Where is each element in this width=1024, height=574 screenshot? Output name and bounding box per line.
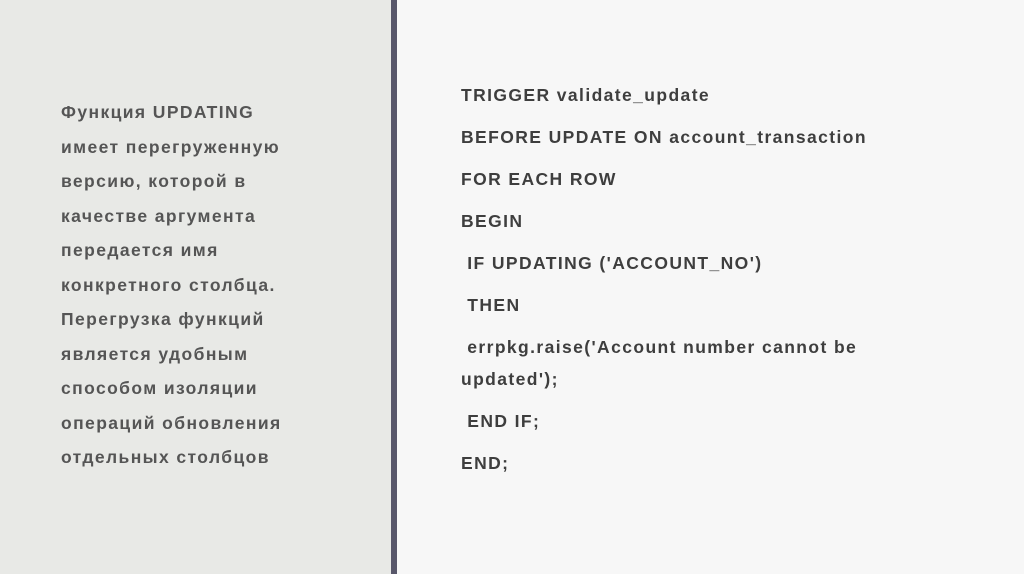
code-line-if-updating: IF UPDATING ('ACCOUNT_NO'): [461, 253, 763, 273]
description-line: операций обновления: [61, 412, 282, 433]
code-line-end-if: END IF;: [461, 411, 541, 431]
code-line-before-update: BEFORE UPDATE ON account_transaction: [461, 127, 867, 147]
description-text: [61, 95, 381, 475]
description-line: способом изоляции: [61, 378, 258, 398]
description-line: версию, которой в: [61, 171, 247, 191]
description-line: имеет перегруженную: [61, 136, 281, 157]
code-line-then: THEN: [461, 295, 521, 315]
code-line-trigger: TRIGGER validate_update: [461, 85, 711, 105]
description-line: Функция UPDATING: [61, 102, 255, 122]
code-line-for-each-row: FOR EACH ROW: [461, 169, 617, 189]
code-line-raise-continued: updated');: [461, 369, 559, 389]
code-line-begin: BEGIN: [461, 211, 524, 231]
description-line: качестве аргумента: [61, 205, 257, 226]
description-line: является удобным: [61, 343, 249, 364]
code-block: [461, 80, 1001, 490]
description-line: передается имя: [61, 240, 219, 260]
description-line: конкретного столбца.: [61, 274, 276, 295]
code-line-raise: errpkg.raise('Account number cannot be: [461, 337, 858, 357]
description-line: Перегрузка функций: [61, 309, 265, 329]
code-line-end: END;: [461, 453, 510, 473]
description-line: отдельных столбцов: [61, 447, 270, 467]
